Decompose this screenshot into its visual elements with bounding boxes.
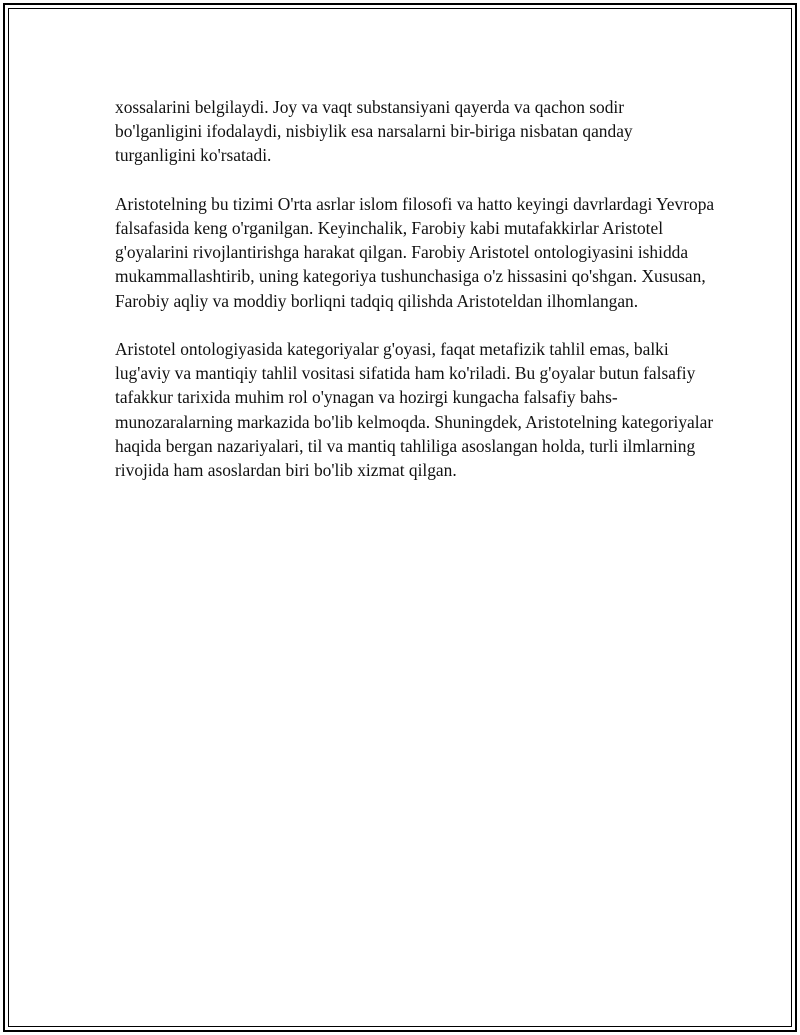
paragraph-3: Aristotel ontologiyasida kategoriyalar g'oyasi, faqat metafizik tahlil emas, balki lug'aviy va mantiqiy tahlil vositasi sifatida ham ko'riladi. Bu g'oyalar butun falsafiy tafakkur tarixida muhim rol o'ynagan va hozirgi kungacha falsafiy bahs-munozaralarning markazida bo'lib kelmoqda. Shuningdek, Aristotelning kategoriyalar haqida bergan nazariyalari, til va mantiq tahliliga asoslangan holda, turli ilmlarning rivojida ham asoslardan biri bo'lib xizmat qilgan. <box>115 339 714 481</box>
document-body <box>115 95 715 506</box>
paragraph-1: xossalarini belgilaydi. Joy va vaqt substansiyani qayerda va qachon sodir bo'lganligini ifodalaydi, nisbiylik esa narsalarni bir-biriga nisbatan qanday turganligini ko'rsatadi. <box>115 97 633 166</box>
page-frame <box>3 3 797 1032</box>
paragraph-2: Aristotelning bu tizimi O'rta asrlar islom filosofi va hatto keyingi davrlardagi Yevropa falsafasida keng o'rganilgan. Keyinchalik, Farobiy kabi mutafakkirlar Aristotel g'oyalarini rivojlantirishga harakat qilgan. Farobiy Aristotel ontologiyasini ishidda mukammallashtirib, uning kategoriya tushunchasiga o'z hissasini qo'shgan. Xususan, Farobiy aqliy va moddiy borliqni tadqiq qilishda Aristoteldan ilhomlangan. <box>115 193 715 311</box>
